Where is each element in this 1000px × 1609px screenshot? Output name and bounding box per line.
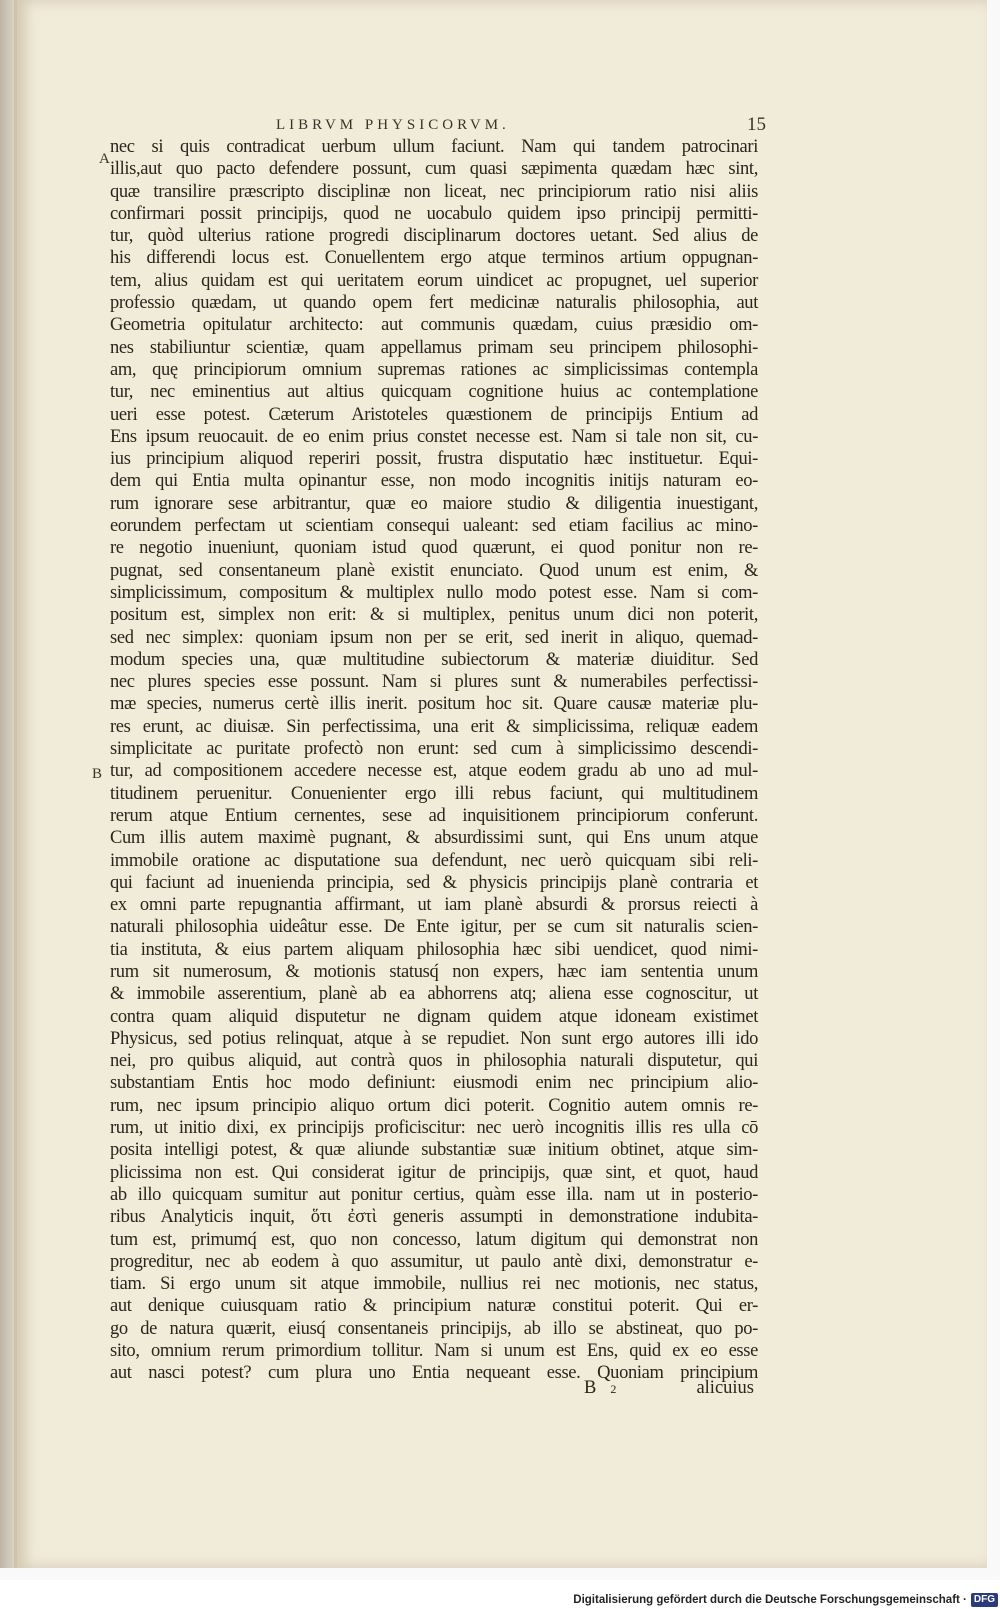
text-line: Physicus, sed potius relinquat, atque à se repudiet. Non sunt ergo autores illi ido bbox=[110, 1028, 758, 1049]
text-line: rum, nec ipsum principio aliquo ortum dici poterit. Cognitio autem omnis re- bbox=[110, 1095, 758, 1116]
text-line: progreditur, nec ab eodem à quo assumitur, ut paulo antè dixi, demonstratur e- bbox=[110, 1251, 758, 1272]
text-line: contra quam aliquid disputetur ne dignam quidem atque idoneam existimet bbox=[110, 1006, 758, 1027]
text-line: illis,aut quo pacto defendere possunt, cum quasi sæpimenta quædam hæc sint, bbox=[110, 159, 758, 180]
text-line: positum est, simplex non erit: & si multiplex, penitus unum dici non poterit, bbox=[110, 605, 758, 626]
text-line: tur, nec eminentius aut altius quicquam cognitione huius ac contemplatione bbox=[110, 382, 758, 403]
text-line: ab illo quicquam sumitur aut ponitur certius, quàm esse illa. nam ut in posterio- bbox=[110, 1184, 758, 1205]
text-line: rum ignorare sese arbitrantur, quæ eo maiore studio & diligentia inuestigant, bbox=[110, 493, 758, 514]
text-line: his differendi locus est. Conuellentem ergo atque terminos artium oppugnan- bbox=[110, 248, 758, 269]
text-line: aut denique cuiusquam ratio & principium naturæ constitui poterit. Qui er- bbox=[110, 1296, 758, 1317]
text-line: tur, ad compositionem accedere necesse est, atque eodem gradu ab uno ad mul- bbox=[110, 761, 758, 782]
funding-credit: Digitalisierung gefördert durch die Deutsche Forschungsgemeinschaft · bbox=[573, 1593, 967, 1606]
text-line: rum, ut initio dixi, ex principijs proficiscitur: nec uerò incognitis illis res ulla cō bbox=[110, 1118, 758, 1139]
text-line: nes stabiliuntur scientiæ, quam appellamus primam seu principem philosophi- bbox=[110, 337, 758, 358]
text-line: quæ transilire præscripto disciplinæ non liceat, nec principiorum ratio nisi aliis bbox=[110, 181, 758, 202]
signature-mark: B bbox=[584, 1378, 597, 1398]
text-line: Geometria opitulatur architecto: aut communis quædam, cuius præsidio om- bbox=[110, 315, 758, 336]
text-line: titudinem peruenitur. Conuenienter ergo illi rebus faciunt, qui multitudinem bbox=[110, 783, 758, 804]
text-line: aut nasci potest? cum plura uno Entia nequeant esse. Quoniam principium bbox=[110, 1363, 758, 1384]
running-head: LIBRVM PHYSICORVM. bbox=[276, 117, 510, 133]
signature-catchword-line bbox=[584, 1378, 754, 1399]
text-line: confirmari possit principijs, quod ne uocabulo quidem ipso principij permitti- bbox=[110, 203, 758, 224]
dfg-logo: DFG bbox=[971, 1593, 998, 1607]
text-line: plicissima non est. Qui considerat igitur de principijs, quæ sint, et quot, haud bbox=[110, 1162, 758, 1183]
text-line: modum species una, quæ multitudine subiectorum & materiæ diuiditur. Sed bbox=[110, 649, 758, 670]
text-line: nei, pro quibus aliquid, aut contrà quos in philosophia naturali disputetur, qui bbox=[110, 1051, 758, 1072]
text-line: posita intelligi potest, & quæ aliunde substantiæ suæ initium obtinet, atque sim- bbox=[110, 1140, 758, 1161]
text-line: sito, omnium rerum primordium tollitur. Nam si unum est Ens, quid ex eo esse bbox=[110, 1341, 758, 1362]
body-text bbox=[110, 136, 758, 1385]
text-line: tiam. Si ergo unum sit atque immobile, nullius rei nec motionis, nec status, bbox=[110, 1274, 758, 1295]
text-line: ex omni parte repugnantia affirmant, ut iam planè absurdi & prorsus reiecti à bbox=[110, 895, 758, 916]
margin-marker-b: B bbox=[92, 766, 103, 782]
text-line: qui faciunt ad inuenienda principia, sed & physicis principijs planè contraria et bbox=[110, 872, 758, 893]
text-line: nec plures species esse possunt. Nam si plures sunt & numerabiles perfectissi- bbox=[110, 672, 758, 693]
text-line: dem qui Entia multa opinantur esse, non modo incognitis initijs naturam eo- bbox=[110, 471, 758, 492]
margin-marker-a: A bbox=[99, 151, 110, 167]
page-gutter bbox=[0, 0, 14, 1568]
text-line: Cum illis autem maximè pugnant, & absurdissimi sunt, qui Ens unum atque bbox=[110, 828, 758, 849]
text-line: immobile oratione ac disputatione sua defendunt, nec uerò quicquam sibi reli- bbox=[110, 850, 758, 871]
text-line: nec si quis contradicat uerbum ullum faciunt. Nam qui tandem patrocinari bbox=[110, 137, 758, 157]
text-line: go de natura quærit, eiusq́ consentaneis principijs, ab illo se abstineat, quo po- bbox=[110, 1318, 758, 1339]
text-line: sed nec simplex: quoniam ipsum non per se erit, sed inerit in aliquo, quemad- bbox=[110, 627, 758, 648]
text-line: tem, alius quidam est qui ueritatem eorum uindicet ac propugnet, uel superior bbox=[110, 270, 758, 291]
text-line: rum sit numerosum, & motionis statusq́ non expers, hæc iam sententia unum bbox=[110, 961, 758, 982]
text-line: ribus Analyticis inquit, ὅτι ἐστὶ generis assumpti in demonstratione indubita- bbox=[110, 1207, 758, 1228]
text-line: rerum atque Entium cernentes, sese ad inquisitionem principiorum conferunt. bbox=[110, 805, 758, 826]
text-line: ius principium aliquod reperiri possit, frustra disputatio hæc instituetur. Equi- bbox=[110, 449, 758, 470]
text-line: am, quę principiorum omnium supremas rationes ac simplicissimas contempla bbox=[110, 359, 758, 380]
text-line: simplicitate ac puritate profectò non erunt: sed cum à simplicissimo descendi- bbox=[110, 739, 758, 760]
text-line: naturali philosophia uideâtur esse. De Ente igitur, per se cum sit naturalis scien- bbox=[110, 917, 758, 938]
text-line: res erunt, ac diuisæ. Sin perfectissima, una erit & simplicissima, reliquæ eadem bbox=[110, 716, 758, 737]
text-line: simplicissimum, compositum & multiplex nullo modo potest esse. Nam si com- bbox=[110, 582, 758, 603]
text-line: mæ species, numerus certè illis inerit. positum hoc sit. Quare causæ materiæ plu- bbox=[110, 694, 758, 715]
text-line: ueri esse potest. Cæterum Aristoteles quæstionem de principijs Entium ad bbox=[110, 404, 758, 425]
text-line: tur, quòd ulterius ratione progredi disciplinarum doctores uetant. Sed alius de bbox=[110, 226, 758, 247]
text-line: professio quædam, ut quando opem fert medicinæ naturalis philosophia, aut bbox=[110, 293, 758, 314]
text-line: tia instituta, & eius partem aliquam philosophia hæc sibi uendicet, quod nimi- bbox=[110, 939, 758, 960]
signature-number: 2 bbox=[610, 1382, 617, 1396]
text-line: substantiam Entis hoc modo definiunt: eiusmodi enim nec principium alio- bbox=[110, 1073, 758, 1094]
text-line: Ens ipsum reuocauit. de eo enim prius constet necesse est. Nam si tale non sit, cu- bbox=[110, 426, 758, 447]
page-number: 15 bbox=[747, 114, 766, 135]
text-line: & immobile asserentium, planè ab ea abhorrens atq; aliena esse cognoscitur, ut bbox=[110, 984, 758, 1005]
text-line: pugnat, sed consentaneum planè existit enunciato. Quod unum est enim, & bbox=[110, 560, 758, 581]
catchword: alicuius bbox=[696, 1378, 754, 1398]
text-line: eorundem perfectam ut scientiam consequi ualeant: sed etiam facilius ac mino- bbox=[110, 516, 758, 537]
digitization-footer bbox=[0, 1590, 1000, 1609]
text-line: re negotio inueniunt, quoniam istud quod quærunt, ei quod ponitur non re- bbox=[110, 538, 758, 559]
text-line: tum est, primumq́ est, quo non concesso, latum digitum qui demonstrat non bbox=[110, 1229, 758, 1250]
